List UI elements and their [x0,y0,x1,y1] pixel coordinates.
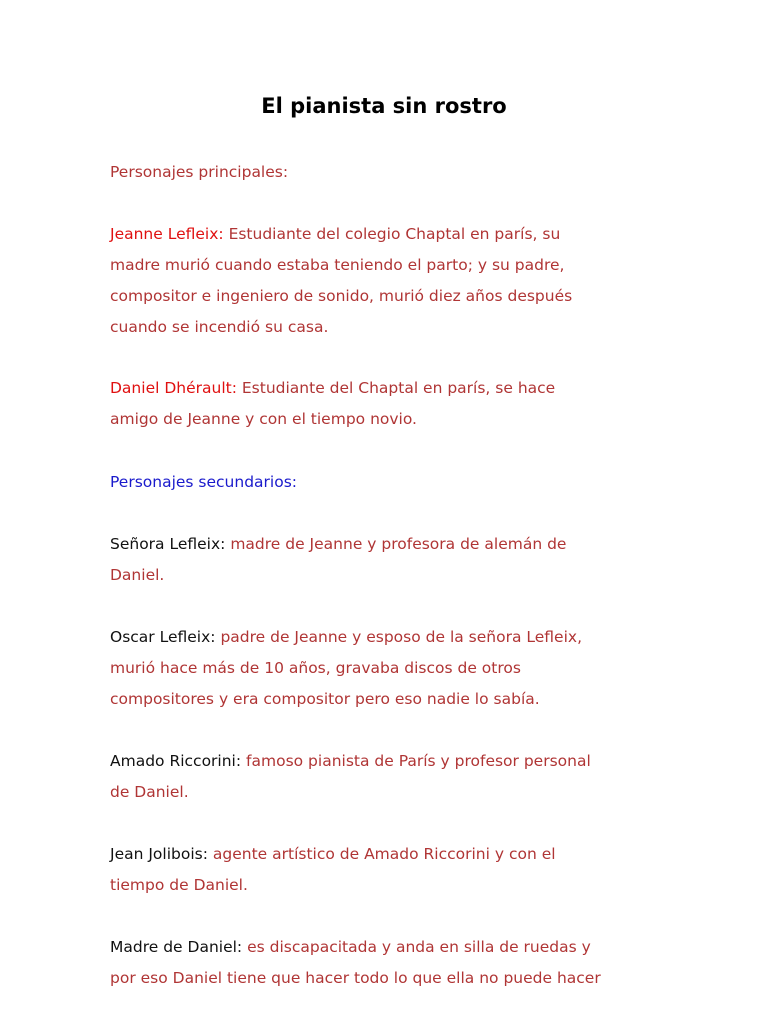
secondary-characters-heading [110,467,670,498]
character-description-line: murió hace más de 10 años, gravaba discos de otros [110,659,521,677]
character-description-line: por eso Daniel tiene que hacer todo lo que ella no puede hacer [110,969,601,987]
character-first-line [110,622,670,653]
character-description-line: agente artístico de Amado Riccorini y con el [212,845,556,863]
character-name: Daniel Dhérault: [110,379,237,397]
character-name: Señora Lefleix: [110,535,226,553]
character-name: Jean Jolibois: [110,845,208,863]
character-first-line [110,373,670,404]
main-characters-heading [110,157,670,188]
character-description-line: es discapacitada y anda en silla de ruedas y [247,938,591,956]
character-entry-senora-lefleix [110,529,670,591]
page-title: El pianista sin rostro [261,94,507,118]
character-entry-madre-de-daniel [110,932,670,994]
section-heading-label: Personajes secundarios: [110,473,298,491]
character-name: Oscar Lefleix: [110,628,216,646]
character-description-line: Estudiante del Chaptal en parís, se hace [241,379,556,397]
character-name: Madre de Daniel: [110,938,243,956]
character-name: Jeanne Lefleix: [110,225,224,243]
character-name: Amado Riccorini: [110,752,242,770]
character-first-line [110,529,670,560]
character-description-line: de Daniel. [110,783,189,801]
character-description-line: Estudiante del colegio Chaptal en parís, su [228,225,561,243]
character-first-line [110,746,670,777]
character-description-line: cuando se incendió su casa. [110,318,329,336]
character-entry-amado-riccorini [110,746,670,808]
character-entry-jean-jolibois [110,839,670,901]
character-first-line [110,839,670,870]
character-description-line: madre de Jeanne y profesora de alemán de [230,535,567,553]
character-first-line [110,932,670,963]
section-heading-label: Personajes principales: [110,163,289,181]
character-description-line: compositores y era compositor pero eso nadie lo sabía. [110,690,540,708]
character-description-line: tiempo de Daniel. [110,876,248,894]
character-description-line: padre de Jeanne y esposo de la señora Lefleix, [220,628,583,646]
character-description-line: compositor e ingeniero de sonido, murió diez años después [110,287,573,305]
character-entry-jeanne [110,219,670,343]
character-description-line: Daniel. [110,566,165,584]
character-entry-daniel [110,373,670,435]
character-description-line: famoso pianista de París y profesor personal [246,752,591,770]
character-description-line: madre murió cuando estaba teniendo el parto; y su padre, [110,256,565,274]
character-description-line: amigo de Jeanne y con el tiempo novio. [110,410,417,428]
character-entry-oscar-lefleix [110,622,670,715]
character-first-line [110,219,670,250]
